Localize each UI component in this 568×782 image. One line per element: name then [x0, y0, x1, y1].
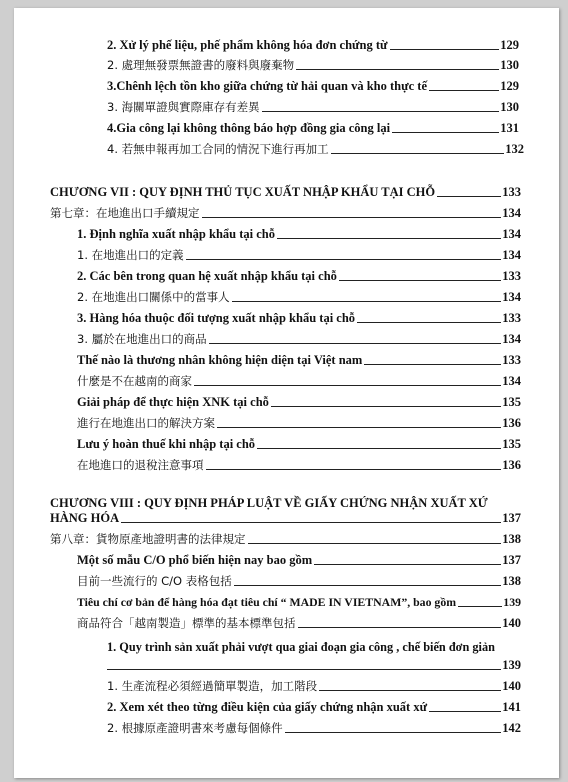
dot-leader: [437, 196, 501, 197]
chapter-page: 138: [502, 532, 521, 546]
toc-entry-page: 134: [502, 290, 521, 304]
chapter-title: CHƯƠNG VII : QUY ĐỊNH THỦ TỤC XUẤT NHẬP KHẨU TẠI CHỖ: [50, 185, 436, 199]
toc-entry-page: 140: [502, 616, 521, 630]
dot-leader: [458, 606, 502, 607]
toc-entry-text: 2. 在地進出口關係中的當事人: [77, 290, 230, 304]
toc-entry-text: 4. 若無申報再加工合同的情況下進行再加工: [107, 142, 329, 156]
toc-entry-page: 141: [502, 700, 521, 714]
dot-leader: [194, 385, 501, 386]
toc-entry[interactable]: [107, 677, 521, 694]
chapter-heading-cjk[interactable]: [50, 530, 521, 547]
toc-entry[interactable]: [77, 267, 521, 284]
toc-entry-page: 139: [503, 595, 521, 609]
toc-entry-text: 1. 生產流程必須經過簡單製造，加工階段: [107, 679, 318, 693]
dot-leader: [319, 690, 501, 691]
toc-entry[interactable]: [77, 372, 521, 389]
toc-entry-page: 142: [502, 721, 521, 735]
toc-entry-page: 129: [500, 38, 519, 52]
toc-entry[interactable]: [77, 330, 521, 347]
chapter-title-cjk: 第八章：貨物原產地證明書的法律規定: [50, 532, 246, 546]
toc-entry-text: 2. 處理無發票無證書的廢料與廢棄物: [107, 58, 295, 72]
dot-leader: [271, 406, 501, 407]
dot-leader: [298, 627, 502, 628]
toc-entry[interactable]: [107, 56, 519, 73]
toc-entry-text: 什麼是不在越南的商家: [77, 374, 192, 388]
toc-entry-page: 136: [502, 458, 521, 472]
toc-entry-text: 進行在地進出口的解決方案: [77, 416, 215, 430]
toc-entry[interactable]: [77, 414, 521, 431]
dot-leader: [339, 280, 501, 281]
dot-leader: [357, 322, 501, 323]
toc-entry-text: 3. Hàng hóa thuộc đối tượng xuất nhập khẩu tại chỗ: [77, 311, 356, 325]
toc-entry[interactable]: [77, 225, 521, 242]
toc-entry-text: 3. 屬於在地進出口的商品: [77, 332, 207, 346]
toc-entry[interactable]: [77, 393, 521, 410]
chapter-heading[interactable]: [50, 509, 521, 526]
toc-entry-text: 3. 海關單證與實際庫存有差異: [107, 100, 260, 114]
toc-entry[interactable]: [77, 246, 521, 263]
dot-leader: [209, 343, 502, 344]
dot-leader: [331, 153, 505, 154]
dot-leader: [121, 522, 501, 523]
toc-entry-page: 139: [502, 658, 521, 672]
chapter-heading[interactable]: [50, 183, 521, 200]
toc-entry-text: 2. Xử lý phế liệu, phế phẩm không hóa đơn chứng từ: [107, 38, 388, 52]
toc-entry-text: 1. Định nghĩa xuất nhập khẩu tại chỗ: [77, 227, 275, 241]
chapter-page: 133: [502, 185, 521, 199]
toc-entry-text: 2. Các bên trong quan hệ xuất nhập khẩu tại chỗ: [77, 269, 337, 283]
toc-entry[interactable]: [77, 288, 521, 305]
toc-entry-text: Tiêu chí cơ bản để hàng hóa đạt tiêu chí “ MADE IN VIETNAM”, bao gồm: [77, 595, 457, 609]
dot-leader: [364, 364, 501, 365]
toc-entry-text-line1[interactable]: 1. Quy trình sản xuất phải vượt qua giai đoạn gia công , chế biến đơn giản: [107, 640, 495, 654]
toc-entry[interactable]: [77, 309, 521, 326]
dot-leader: [217, 427, 501, 428]
toc-entry-page: 134: [502, 332, 521, 346]
toc-entry-text: Thế nào là thương nhân không hiện diện tại Việt nam: [77, 353, 363, 367]
toc-entry-page: 134: [502, 227, 521, 241]
toc-entry-text: 在地進口的退稅注意事項: [77, 458, 204, 472]
toc-entry[interactable]: [107, 98, 519, 115]
toc-entry-page: 140: [502, 679, 521, 693]
dot-leader: [186, 259, 502, 260]
dot-leader: [257, 448, 501, 449]
document-page: [14, 8, 559, 778]
toc-entry[interactable]: [77, 351, 521, 368]
toc-entry-page: 131: [500, 121, 519, 135]
toc-entry-page: 132: [505, 142, 524, 156]
toc-entry-page: 135: [502, 395, 521, 409]
toc-entry-page: 134: [502, 374, 521, 388]
toc-entry[interactable]: [77, 435, 521, 452]
dot-leader: [390, 49, 500, 50]
toc-entry-page: 137: [502, 553, 521, 567]
toc-entry[interactable]: [107, 719, 521, 736]
dot-leader: [392, 132, 499, 133]
dot-leader: [232, 301, 502, 302]
chapter-title-line2: HÀNG HÓA: [50, 511, 120, 525]
toc-entry-page: 133: [502, 353, 521, 367]
toc-entry[interactable]: [107, 140, 524, 157]
dot-leader: [296, 69, 499, 70]
toc-entry-text: 1. 在地進出口的定義: [77, 248, 184, 262]
toc-entry-text: Lưu ý hoàn thuế khi nhập tại chỗ: [77, 437, 256, 451]
toc-entry[interactable]: [77, 551, 521, 568]
toc-entry-text: 商品符合「越南製造」標準的基本標準包括: [77, 616, 296, 630]
toc-entry[interactable]: [107, 36, 519, 53]
chapter-heading-cjk[interactable]: [50, 204, 521, 221]
chapter-page: 134: [502, 206, 521, 220]
toc-entry-text: Một số mẫu C/O phổ biến hiện nay bao gồm: [77, 553, 313, 567]
toc-entry[interactable]: [107, 698, 521, 715]
dot-leader: [277, 238, 501, 239]
dot-leader: [202, 217, 502, 218]
toc-entry-page: 130: [500, 100, 519, 114]
toc-entry-page: 138: [502, 574, 521, 588]
toc-entry-text: 2. 根據原產證明書來考慮每個條件: [107, 721, 283, 735]
chapter-title-cjk: 第七章：在地進出口手續規定: [50, 206, 200, 220]
toc-entry-text: 4.Gia công lại không thông báo hợp đồng gia công lại: [107, 121, 391, 135]
chapter-page: 137: [502, 511, 521, 525]
toc-entry-text: 目前一些流行的 C/O 表格包括: [77, 574, 232, 588]
toc-entry-page: 129: [500, 79, 519, 93]
chapter-title-line1[interactable]: CHƯƠNG VIII : QUY ĐỊNH PHÁP LUẬT VỀ GIẤY CHỨNG NHẬN XUẤT XỨ: [50, 496, 488, 510]
toc-entry-page: 130: [500, 58, 519, 72]
dot-leader: [234, 585, 501, 586]
toc-entry-page: 134: [502, 248, 521, 262]
dot-leader: [285, 732, 502, 733]
dot-leader: [206, 469, 502, 470]
dot-leader: [429, 90, 499, 91]
toc-entry[interactable]: [107, 119, 519, 136]
dot-leader: [107, 669, 501, 670]
toc-entry[interactable]: [77, 614, 521, 631]
toc-entry[interactable]: [107, 77, 519, 94]
toc-entry-page: 133: [502, 269, 521, 283]
dot-leader: [248, 543, 502, 544]
dot-leader: [262, 111, 500, 112]
dot-leader: [429, 711, 501, 712]
toc-entry-page: 133: [502, 311, 521, 325]
toc-entry-text: 2. Xem xét theo từng điều kiện của giấy chứng nhận xuất xứ: [107, 700, 428, 714]
toc-entry[interactable]: [107, 656, 521, 673]
toc-entry-page: 135: [502, 437, 521, 451]
toc-entry-text: 3.Chênh lệch tồn kho giữa chứng từ hải quan và kho thực tế: [107, 79, 427, 93]
toc-entry[interactable]: [77, 456, 521, 473]
toc-entry[interactable]: [77, 572, 521, 589]
toc-entry-text: Giải pháp để thực hiện XNK tại chỗ: [77, 395, 269, 409]
toc-entry[interactable]: [77, 593, 521, 610]
dot-leader: [314, 564, 501, 565]
toc-entry-page: 136: [502, 416, 521, 430]
